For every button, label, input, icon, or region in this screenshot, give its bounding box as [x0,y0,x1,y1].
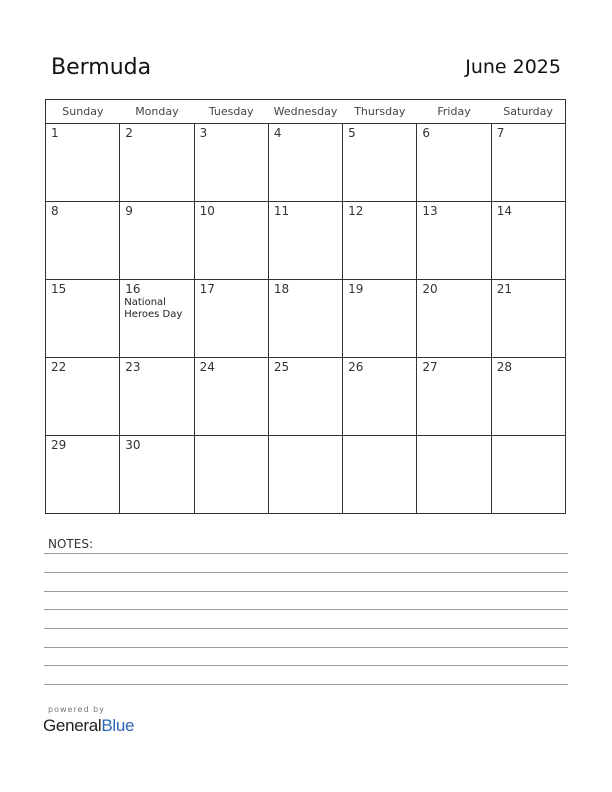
day-cell [491,202,565,280]
day-cell [120,280,194,358]
day-cell [268,358,342,436]
day-number: 26 [348,360,364,374]
day-cell [120,124,194,202]
weekday-header: Sunday [46,100,120,124]
day-number: 29 [51,438,67,452]
day-number: 27 [422,360,438,374]
day-number: 16 [125,282,141,296]
country-title: Bermuda [51,55,152,80]
day-cell [46,124,120,202]
day-number: 28 [496,360,512,374]
day-cell [194,202,268,280]
day-number: 19 [348,282,364,296]
day-number: 20 [422,282,438,296]
day-number: 1 [51,126,59,140]
day-cell [268,124,342,202]
day-number: 22 [51,360,67,374]
day-cell [343,280,417,358]
note-line [44,609,568,610]
generalblue-logo [43,716,134,736]
day-number: 7 [496,126,505,140]
note-line [44,591,568,592]
day-number: 24 [199,360,215,374]
day-number: 30 [125,438,141,452]
day-cell [417,436,491,514]
day-cell [194,124,268,202]
note-line [44,647,568,648]
day-number: 13 [422,204,438,218]
day-number: 3 [199,126,208,140]
day-number: 21 [496,282,512,296]
day-cell [491,436,565,514]
weekday-header: Monday [120,100,194,124]
day-number: 5 [348,126,356,140]
powered-by-text: powered by [48,705,105,714]
day-cell [491,358,565,436]
day-number: 23 [125,360,141,374]
weekday-header: Wednesday [268,100,342,124]
month-year-title: June 2025 [465,56,561,78]
day-cell [268,202,342,280]
note-line [44,665,568,666]
note-line [44,684,568,685]
week-row [46,124,566,202]
week-row [46,436,566,514]
day-cell [417,202,491,280]
day-cell [417,280,491,358]
day-number: 2 [125,126,133,140]
day-number: 11 [273,204,290,218]
day-number: 14 [496,204,512,218]
day-cell [120,202,194,280]
day-number: 4 [273,126,282,140]
notes-label: NOTES: [48,537,93,551]
day-cell [46,436,120,514]
day-number: 9 [125,204,133,218]
holiday-label: National Heroes Day [124,297,183,320]
day-number: 15 [51,282,67,296]
day-cell [268,280,342,358]
day-number: 8 [51,204,59,218]
day-cell [46,202,120,280]
day-cell [194,358,268,436]
day-cell [194,436,268,514]
logo-text-general: General [43,716,102,735]
day-cell [120,436,194,514]
day-number: 25 [273,360,290,374]
day-cell [194,280,268,358]
day-number: 18 [273,282,290,296]
day-cell [343,124,417,202]
day-number: 10 [199,204,215,218]
day-cell [46,280,120,358]
weekday-header: Saturday [491,100,565,124]
day-cell [343,436,417,514]
note-line [44,553,568,554]
week-row [46,358,566,436]
note-line [44,628,568,629]
note-line [44,572,568,573]
day-cell [268,436,342,514]
day-cell [343,202,417,280]
weekday-header-row [46,100,566,124]
day-cell [491,124,565,202]
weekday-header: Friday [417,100,491,124]
week-row [46,202,566,280]
weekday-header: Thursday [343,100,417,124]
day-cell [120,358,194,436]
day-number: 17 [199,282,215,296]
day-cell [417,124,491,202]
weekday-header: Tuesday [194,100,268,124]
day-cell [343,358,417,436]
day-number: 6 [422,126,431,140]
calendar-grid [45,99,566,514]
day-cell [46,358,120,436]
day-cell [491,280,565,358]
day-cell [417,358,491,436]
logo-text-blue: Blue [101,716,135,735]
day-number: 12 [348,204,364,218]
week-row [46,280,566,358]
